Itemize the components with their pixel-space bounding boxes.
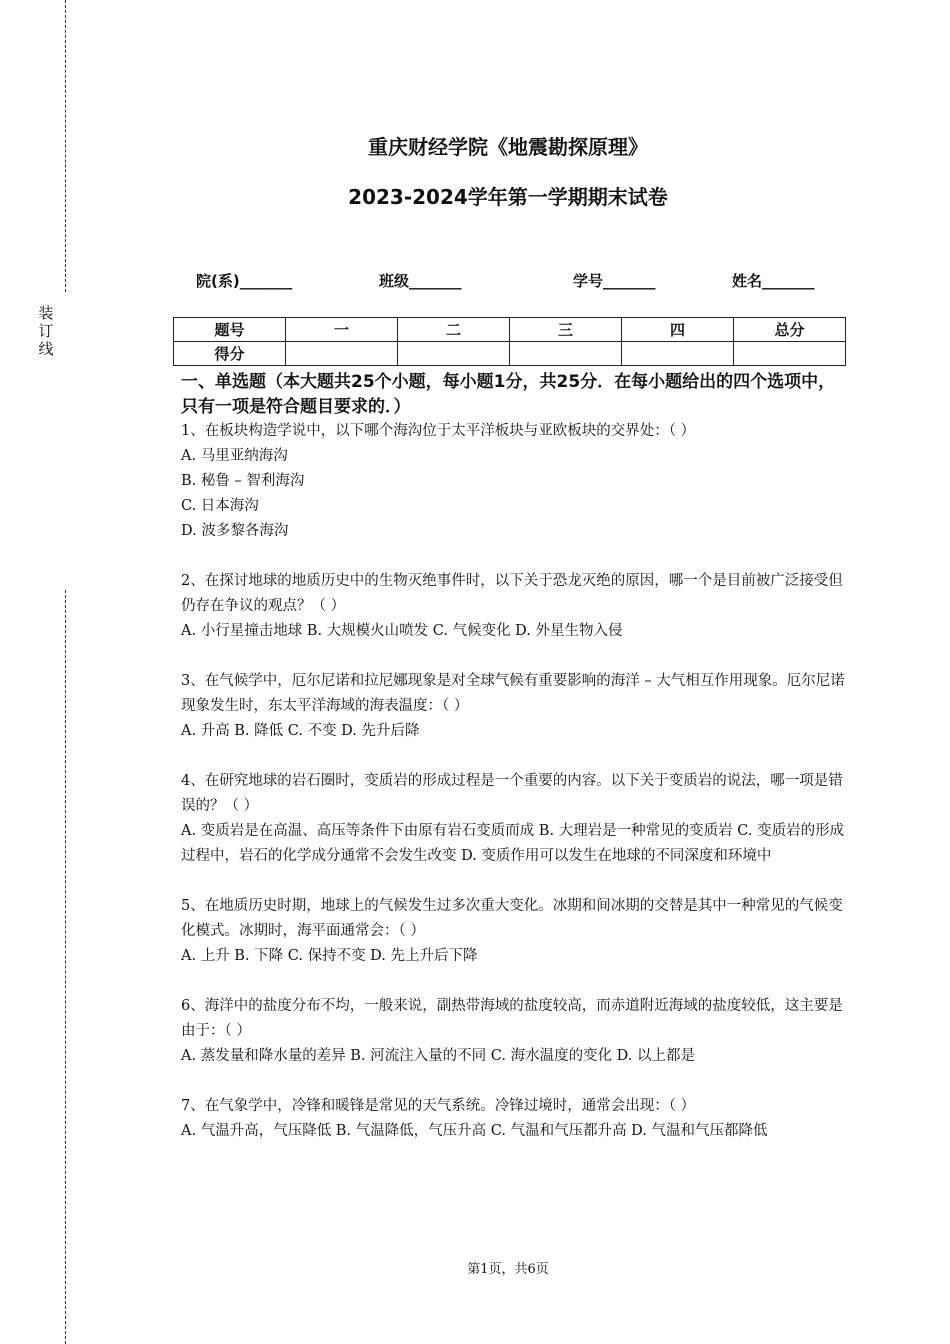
question-options: C. 日本海沟 [181, 498, 259, 514]
question-stem: 5、在地质历史时期，地球上的气候发生过多次重大变化。冰期和间冰期的交替是其中一种常见的气候变化模式。冰期时，海平面通常会：（ ） [181, 898, 843, 939]
question-options: A. 气温升高，气压降低 B. 气温降低，气压升高 C. 气温和气压都升高 D. 气温和气压都降低 [181, 1123, 768, 1139]
question-options: D. 波多黎各海沟 [181, 523, 289, 539]
score-cell [286, 342, 398, 366]
score-header-cell: 一 [286, 318, 398, 342]
score-table [173, 317, 846, 366]
score-header-cell: 三 [510, 318, 622, 342]
question-item [181, 669, 849, 744]
score-header-cell: 二 [398, 318, 510, 342]
binding-char: 线 [38, 340, 54, 358]
binding-label [38, 304, 54, 358]
question-options: A. 变质岩是在高温、高压等条件下由原有岩石变质而成 B. 大理岩是一种常见的变质岩 C. 变质岩的形成过程中，岩石的化学成分通常不会发生改变 D. 变质作用可以发生在地球的不同深度和环境中 [181, 823, 845, 864]
info-department: 院(系)_______ [196, 272, 293, 290]
question-item [181, 994, 849, 1069]
info-class: 班级_______ [379, 272, 462, 290]
score-table-header-row [174, 318, 846, 342]
question-stem: 4、在研究地球的岩石圈时，变质岩的形成过程是一个重要的内容。以下关于变质岩的说法，哪一项是错误的？（ ） [181, 773, 843, 814]
question-item [181, 569, 849, 644]
score-header-cell: 总分 [734, 318, 846, 342]
score-cell [622, 342, 734, 366]
score-row-label: 得分 [174, 342, 286, 366]
info-student-id: 学号_______ [573, 272, 656, 290]
question-stem: 7、在气象学中，冷锋和暖锋是常见的天气系统。冷锋过境时，通常会出现：（ ） [181, 1098, 696, 1114]
question-item [181, 419, 849, 544]
score-cell [734, 342, 846, 366]
question-item [181, 1094, 849, 1144]
question-options: B. 秘鲁 – 智利海沟 [181, 473, 305, 489]
binding-line-bottom [65, 590, 66, 1344]
info-name: 姓名_______ [732, 272, 815, 290]
section-heading: 一、单选题（本大题共25个小题，每小题1分，共25分．在每小题给出的四个选项中，只有一项是符合题目要求的．） [181, 372, 836, 417]
question-options: A. 升高 B. 降低 C. 不变 D. 先升后降 [181, 723, 420, 739]
score-cell [510, 342, 622, 366]
question-stem: 3、在气候学中，厄尔尼诺和拉尼娜现象是对全球气候有重要影响的海洋 – 大气相互作用现象。厄尔尼诺现象发生时，东太平洋海域的海表温度：（ ） [181, 673, 845, 714]
question-options: A. 小行星撞击地球 B. 大规模火山喷发 C. 气候变化 D. 外星生物入侵 [181, 623, 623, 639]
score-table-score-row [174, 342, 846, 366]
question-stem: 6、海洋中的盐度分布不均，一般来说，副热带海域的盐度较高，而赤道附近海域的盐度较低，这主要是由于：（ ） [181, 998, 843, 1039]
question-item [181, 894, 849, 969]
score-header-cell: 四 [622, 318, 734, 342]
score-header-cell: 题号 [174, 318, 286, 342]
question-stem: 2、在探讨地球的地质历史中的生物灭绝事件时，以下关于恐龙灭绝的原因，哪一个是目前被广泛接受但仍存在争议的观点？（ ） [181, 573, 843, 614]
binding-char: 订 [38, 322, 54, 340]
score-cell [398, 342, 510, 366]
page-footer: 第1页，共6页 [467, 1262, 549, 1277]
exam-title-line2: 2023-2024学年第一学期期末试卷 [348, 185, 668, 209]
question-item [181, 769, 849, 869]
binding-char: 装 [38, 304, 54, 322]
question-options: A. 马里亚纳海沟 [181, 448, 288, 464]
question-stem: 1、在板块构造学说中，以下哪个海沟位于太平洋板块与亚欧板块的交界处：（ ） [181, 423, 696, 439]
question-options: A. 蒸发量和降水量的差异 B. 河流注入量的不同 C. 海水温度的变化 D. 以上都是 [181, 1048, 696, 1064]
exam-title-line1: 重庆财经学院《地震勘探原理》 [368, 135, 648, 159]
question-list [181, 419, 849, 1169]
question-options: A. 上升 B. 下降 C. 保持不变 D. 先上升后下降 [181, 948, 478, 964]
